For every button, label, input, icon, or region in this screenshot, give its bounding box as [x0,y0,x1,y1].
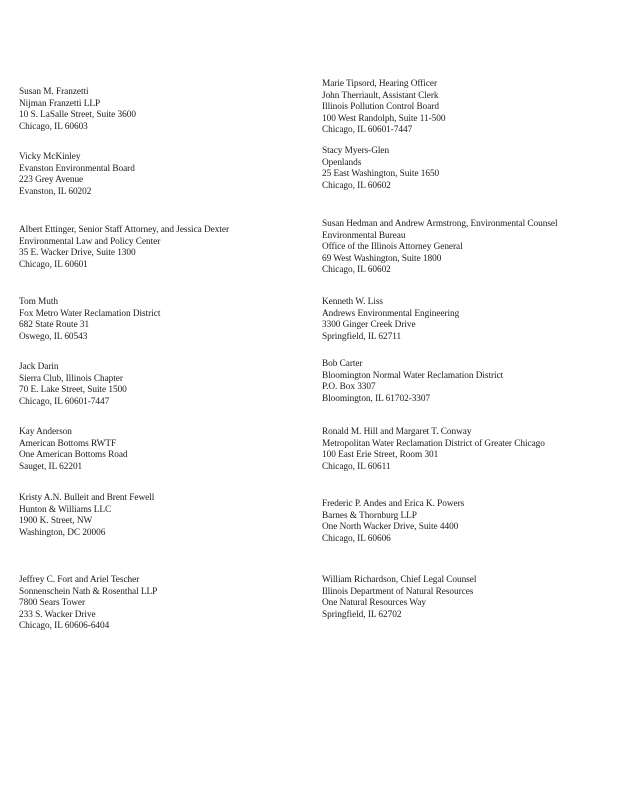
address-line: 10 S. LaSalle Street, Suite 3600 [19,110,136,121]
address-block-franzetti [19,87,136,133]
address-line: Sauget, IL 62201 [19,461,83,472]
address-line: Environmental Bureau [322,230,406,241]
address-line: 100 East Erie Street, Room 301 [322,450,439,461]
address-line: 70 E. Lake Street, Suite 1500 [19,385,127,396]
address-line: Washington, DC 20006 [19,527,106,538]
address-line: Chicago, IL 60603 [19,121,88,132]
address-block-ettinger [19,225,229,271]
address-block-carter [322,359,503,405]
address-block-andes [322,499,464,545]
address-line: Bloomington, IL 61702-3307 [322,393,431,404]
address-line: Chicago, IL 60602 [322,180,391,191]
address-line: Chicago, IL 60601 [19,259,88,270]
address-line: Chicago, IL 60606-6404 [19,621,110,632]
address-line: Chicago, IL 60611 [322,461,391,472]
address-line: Ronald M. Hill and Margaret T. Conway [322,427,472,437]
address-line: 35 E. Wacker Drive, Suite 1300 [19,248,136,259]
address-line: Sierra Club, Illinois Chapter [19,373,123,384]
address-line: American Bottoms RWTF [19,438,117,449]
address-line: Chicago, IL 60601-7447 [19,396,110,407]
address-line: Chicago, IL 60606 [322,533,391,544]
address-line: Stacy Myers-Glen [322,146,390,156]
address-line: Nijman Franzetti LLP [19,98,101,109]
address-line: P.O. Box 3307 [322,382,376,393]
address-line: 682 State Route 31 [19,320,90,331]
address-line: Kenneth W. Liss [322,297,383,307]
address-line: Oswego, IL 60543 [19,331,88,342]
address-line: Environmental Law and Policy Center [19,236,161,247]
address-block-liss [322,297,459,343]
address-line: One Natural Resources Way [322,598,426,609]
address-block-myers-glen [322,146,439,192]
address-line: Springfield, IL 62711 [322,331,402,342]
address-line: Barnes & Thornburg LLP [322,510,417,521]
address-block-hedman [322,219,558,277]
address-line: Marie Tipsord, Hearing Officer [322,79,438,89]
address-block-fort [19,575,157,633]
address-line: Sonnenschein Nath & Rosenthal LLP [19,586,158,597]
address-line: Frederic P. Andes and Erica K. Powers [322,499,465,509]
address-line: Bloomington Normal Water Reclamation District [322,370,504,381]
address-line: Openlands [322,157,362,168]
address-block-richardson [322,575,476,621]
address-line: 7800 Sears Tower [19,598,86,609]
address-line: Jeffrey C. Fort and Ariel Tescher [19,575,140,585]
address-block-anderson [19,427,128,473]
address-line: Tom Muth [19,297,58,307]
address-line: Susan Hedman and Andrew Armstrong, Environmental Counsel [322,219,558,229]
address-line: Jack Darin [19,362,59,372]
address-line: 69 West Washington, Suite 1800 [322,253,442,264]
address-line: Springfield, IL 62702 [322,609,402,620]
address-line: Vicky McKinley [19,152,81,162]
address-line: Illinois Pollution Control Board [322,102,439,113]
address-line: 25 East Washington, Suite 1650 [322,169,440,180]
address-line: Fox Metro Water Reclamation District [19,308,161,319]
address-line: 3300 Ginger Creek Drive [322,320,416,331]
address-line: Chicago, IL 60602 [322,265,391,276]
address-block-tipsord [322,79,445,137]
address-line: Bob Carter [322,359,363,369]
address-line: One North Wacker Drive, Suite 4400 [322,522,459,533]
address-line: William Richardson, Chief Legal Counsel [322,575,477,585]
address-line: Andrews Environmental Engineering [322,308,460,319]
address-line: John Therriault, Assistant Clerk [322,90,439,101]
address-line: Metropolitan Water Reclamation District of Greater Chicago [322,438,545,449]
address-line: Illinois Department of Natural Resources [322,586,474,597]
address-block-darin [19,362,127,408]
address-line: 233 S. Wacker Drive [19,609,96,620]
address-line: Kristy A.N. Bulleit and Brent Fewell [19,493,155,503]
address-line: 1900 K. Street, NW [19,516,93,527]
address-line: Kay Anderson [19,427,72,437]
address-line: Evanston, IL 60202 [19,186,92,197]
address-line: Hunton & Williams LLC [19,504,112,515]
address-line: Office of the Illinois Attorney General [322,242,463,253]
address-line: Albert Ettinger, Senior Staff Attorney, and Jessica Dexter [19,225,229,235]
address-block-bulleit [19,493,154,539]
address-line: One American Bottoms Road [19,450,128,461]
address-block-mckinley [19,152,135,198]
address-line: Evanston Environmental Board [19,163,135,174]
address-line: Chicago, IL 60601-7447 [322,125,413,136]
address-block-hill [322,427,545,473]
address-block-muth [19,297,160,343]
address-line: 223 Grey Avenue [19,175,84,186]
address-line: 100 West Randolph, Suite 11-500 [322,113,446,124]
address-line: Susan M. Franzetti [19,87,89,97]
